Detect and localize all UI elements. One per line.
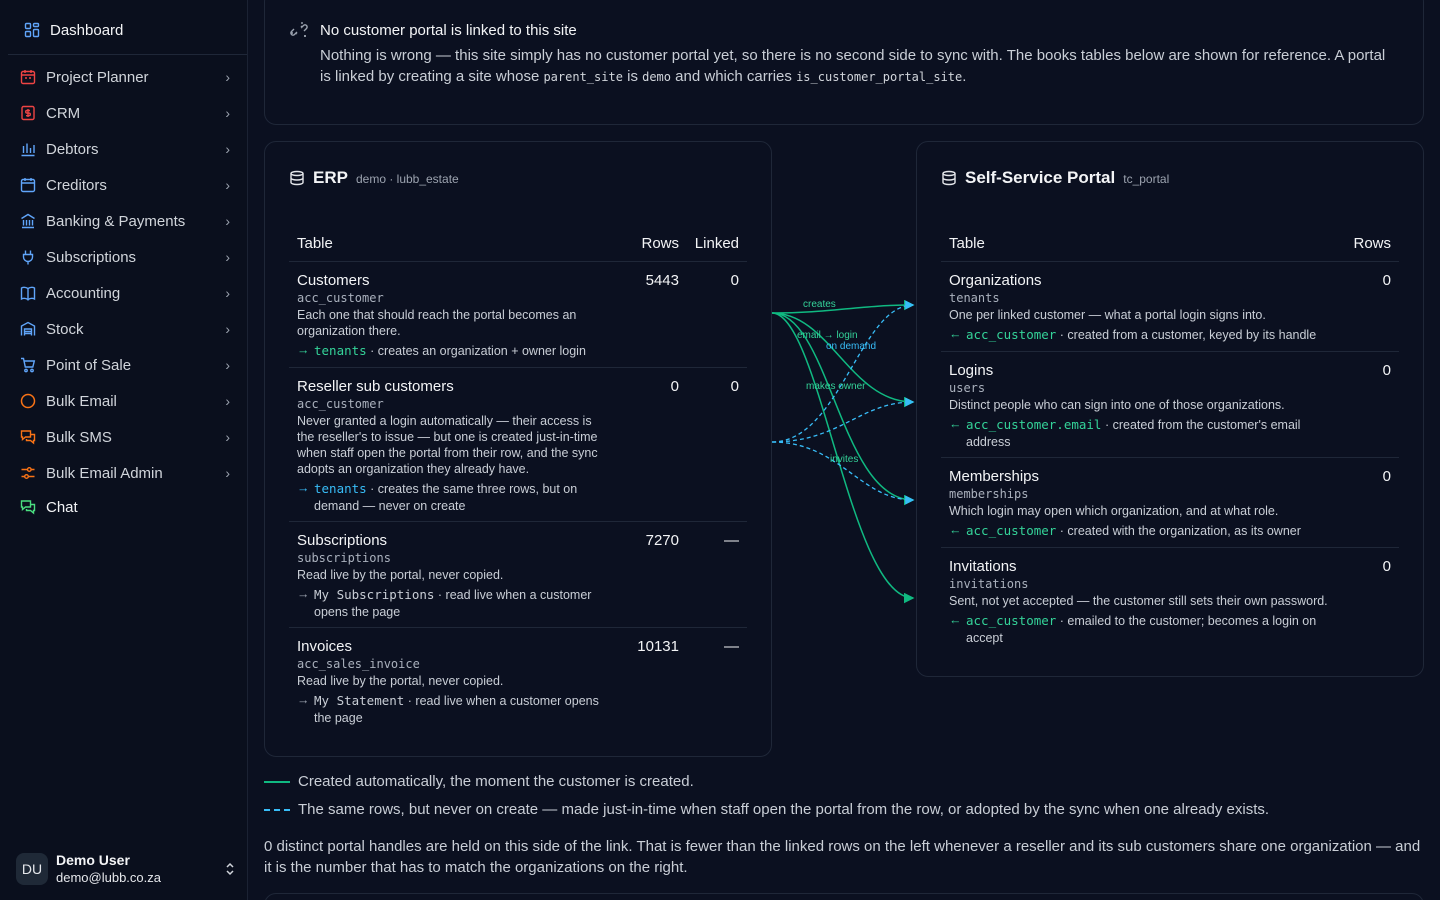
row-description-line: when staff open the portal from their row, and the sync	[297, 446, 598, 460]
row-link-text: opens the page	[314, 605, 401, 619]
chevron-right-icon: ›	[225, 105, 230, 121]
row-link	[949, 326, 1316, 344]
row-link	[297, 480, 577, 515]
sidebar-item-debtors[interactable]	[8, 131, 240, 167]
row-name: Invoices	[297, 638, 353, 655]
row-link-code: My Subscriptions	[314, 587, 435, 602]
calendar-icon	[20, 177, 36, 193]
chevron-right-icon: ›	[225, 465, 230, 481]
row-name: Subscriptions	[297, 532, 388, 549]
sidebar-item-creditors[interactable]	[8, 167, 240, 203]
row-link	[949, 416, 1300, 451]
row-linked: —	[724, 532, 739, 549]
row-link-code: acc_customer	[966, 523, 1057, 538]
notice-text-part: and which carries	[671, 68, 797, 85]
row-description-line: organization there.	[297, 324, 401, 338]
chevron-right-icon: ›	[225, 213, 230, 229]
sidebar-item-label: Creditors	[46, 176, 107, 194]
table-row	[941, 548, 1399, 654]
sidebar-item-label: CRM	[46, 104, 81, 122]
sidebar-item-label: Point of Sale	[46, 356, 132, 374]
sidebar-item-label: Bulk Email	[46, 392, 117, 410]
flow-label-makes-owner: makes owner	[806, 381, 866, 392]
legend-demand-text: The same rows, but never on create — made just-in-time when staff open the portal from the row, or adopted by the sync when one already exists.	[298, 801, 1270, 818]
notice-code: demo	[642, 70, 672, 84]
row-link-code: My Statement	[314, 693, 405, 708]
notice-text-part: Nothing is wrong — this site simply has no customer portal yet, so there is no second side to sync with. The books tables below are shown for reference. A portal is linked by creating a site whose	[320, 47, 1386, 85]
sidebar-item-project-planner[interactable]	[8, 59, 240, 95]
chat-icon	[20, 499, 36, 515]
row-count: 0	[670, 378, 679, 395]
sidebar-divider	[8, 54, 247, 55]
sidebar-item-bulk-email-admin[interactable]	[8, 455, 240, 491]
row-link-code: tenants	[314, 481, 367, 496]
notice-text-part: .	[962, 68, 967, 85]
row-description: Which login may open which organization, and at what role.	[949, 504, 1279, 518]
sidebar-item-accounting[interactable]	[8, 275, 240, 311]
chevron-right-icon: ›	[225, 285, 230, 301]
column-header-rows: Rows	[641, 235, 679, 252]
circle-icon	[20, 393, 36, 409]
user-name: Demo User	[56, 852, 130, 868]
row-count: 7270	[645, 532, 679, 549]
row-linked: 0	[730, 272, 739, 289]
row-link-text: demand — never on create	[314, 499, 466, 513]
flow-label-email-login: email → login	[797, 330, 858, 341]
row-name: Reseller sub customers	[297, 378, 454, 395]
row-description: Distinct people who can sign into one of those organizations.	[949, 398, 1285, 412]
row-description-line: Never granted a login automatically — their access is	[297, 414, 592, 428]
column-header-table: Table	[949, 235, 985, 252]
row-count: 0	[1382, 362, 1391, 379]
table-row	[941, 458, 1399, 548]
row-link	[297, 692, 599, 727]
notice-text-part: is	[622, 68, 643, 85]
row-link-text: accept	[966, 631, 1003, 645]
arrow-left-icon: ←	[949, 523, 962, 537]
row-name: Logins	[949, 362, 994, 379]
row-link	[297, 586, 591, 621]
row-link-code: acc_customer	[966, 327, 1057, 342]
row-link-text: · emailed to the customer; becomes a login on	[1056, 614, 1317, 628]
chevron-right-icon: ›	[225, 177, 230, 193]
sidebar-item-label: Banking & Payments	[46, 212, 186, 230]
flow-label-on-demand: on demand	[826, 341, 877, 352]
book-icon	[20, 285, 36, 301]
legend-dashed-line	[264, 809, 290, 811]
row-code: acc_sales_invoice	[297, 657, 420, 671]
row-link	[949, 612, 1316, 647]
row-description: Sent, not yet accepted — the customer still sets their own password.	[949, 594, 1328, 608]
erp-card	[264, 141, 772, 757]
row-link-text: address	[966, 435, 1011, 449]
row-linked: 0	[730, 378, 739, 395]
arrow-right-icon: →	[297, 693, 310, 707]
avatar: DU	[16, 853, 48, 885]
arrow-right-icon: →	[297, 587, 310, 601]
notice-code: parent_site	[543, 70, 623, 84]
cart-icon	[20, 357, 36, 373]
no-portal-notice	[264, 0, 1424, 125]
sidebar-item-label: Accounting	[46, 284, 121, 302]
row-link-text: · read live when a customer	[434, 588, 592, 602]
row-link-text: · created with the organization, as its owner	[1056, 524, 1301, 538]
row-link-text: · creates the same three rows, but on	[366, 482, 578, 496]
portal-card	[916, 141, 1424, 677]
table-row	[941, 262, 1399, 352]
chevron-right-icon: ›	[225, 393, 230, 409]
row-link	[949, 522, 1301, 540]
arrow-left-icon: ←	[949, 417, 962, 431]
arrow-left-icon: ←	[949, 327, 962, 341]
column-header-table: Table	[297, 235, 333, 252]
row-description-line: Read live by the portal, never copied.	[297, 674, 504, 688]
row-code: memberships	[949, 487, 1029, 501]
row-code: users	[949, 381, 986, 395]
row-description: One per linked customer — what a portal login signs into.	[949, 308, 1266, 322]
sidebar-item-dashboard[interactable]	[8, 12, 240, 48]
row-name: Organizations	[949, 272, 1042, 289]
sidebar	[0, 0, 248, 900]
bar-chart-icon	[20, 141, 36, 157]
erp-subtitle: demo · lubb_estate	[355, 172, 459, 186]
row-name: Customers	[297, 272, 370, 289]
row-description-line: the reseller's to issue — but one is created just-in-time	[297, 430, 598, 444]
portal-title: Self-Service Portal	[965, 168, 1116, 187]
sidebar-item-stock[interactable]	[8, 311, 240, 347]
calendar-icon	[20, 69, 36, 85]
database-icon	[289, 170, 305, 186]
sidebar-item-label: Debtors	[46, 140, 99, 158]
row-link-text: · created from the customer's email	[1101, 418, 1301, 432]
legend-demand	[264, 801, 1269, 818]
sidebar-item-bulk-email[interactable]	[8, 383, 240, 419]
chevron-right-icon: ›	[225, 321, 230, 337]
arrow-right-icon: →	[297, 343, 310, 357]
erp-title: ERP	[313, 168, 348, 187]
row-description-line: Each one that should reach the portal becomes an	[297, 308, 577, 322]
row-code: acc_customer	[297, 397, 384, 411]
legend-solid-line	[264, 781, 290, 783]
notice-code: is_customer_portal_site	[796, 70, 963, 84]
warehouse-icon	[20, 321, 36, 337]
row-name: Memberships	[949, 468, 1040, 485]
sidebar-item-label: Subscriptions	[46, 248, 137, 266]
legend-auto	[264, 773, 694, 790]
sidebar-item-bulk-sms[interactable]	[8, 419, 240, 455]
sidebar-item-label: Stock	[46, 320, 84, 338]
sidebar-item-label: Bulk SMS	[46, 428, 112, 446]
table-row	[289, 522, 747, 628]
flow-label-invites: invites	[830, 454, 859, 465]
sidebar-item-chat[interactable]	[8, 491, 240, 523]
sidebar-item-subscriptions[interactable]	[8, 239, 240, 275]
row-name: Invitations	[949, 558, 1017, 575]
arrow-right-icon: →	[297, 481, 310, 495]
flow-demand-memberships-line	[772, 442, 913, 500]
row-link-code: acc_customer.email	[966, 417, 1102, 432]
column-header-linked: Linked	[694, 235, 739, 252]
column-header-rows: Rows	[1353, 235, 1391, 252]
row-description	[297, 307, 576, 339]
portal-subtitle: tc_portal	[1123, 172, 1170, 186]
row-link-text: · read live when a customer opens	[404, 694, 599, 708]
row-link	[297, 342, 586, 360]
notice-title: No customer portal is linked to this site	[320, 22, 577, 39]
user-menu[interactable]	[16, 850, 242, 888]
sidebar-item-label: Chat	[46, 498, 78, 516]
row-code: tenants	[949, 291, 1000, 305]
table-row	[289, 628, 747, 734]
row-link-text: the page	[314, 711, 363, 725]
row-count: 0	[1382, 272, 1391, 289]
chevron-right-icon: ›	[225, 357, 230, 373]
handles-footnote: 0 distinct portal handles are held on this side of the link. That is fewer than the linked rows on the left whenever a reseller and its sub customers share one organization — and it is the number that has to match the organizations on the right.	[264, 838, 1421, 876]
sidebar-item-label: Dashboard	[50, 21, 124, 39]
row-count: 5443	[645, 272, 679, 289]
flow-label-creates: creates	[803, 299, 836, 310]
sidebar-item-banking-payments[interactable]	[8, 203, 240, 239]
row-count: 0	[1382, 558, 1391, 575]
row-linked: —	[724, 638, 739, 655]
dashboard-icon	[24, 22, 40, 38]
arrow-left-icon: ←	[949, 613, 962, 627]
row-count: 0	[1382, 468, 1391, 485]
chevron-right-icon: ›	[225, 429, 230, 445]
erp-table-header	[289, 226, 747, 262]
chat-icon	[20, 429, 36, 445]
user-email: demo@lubb.co.za	[56, 870, 161, 885]
chevron-up-down-icon[interactable]	[224, 862, 236, 876]
table-row	[289, 368, 747, 522]
row-link-text: · creates an organization + owner login	[366, 344, 586, 358]
portal-table-header	[941, 226, 1399, 262]
row-description	[297, 413, 598, 477]
unlink-icon	[290, 21, 308, 39]
row-description	[297, 567, 503, 583]
notice-text	[320, 45, 1400, 88]
table-row	[941, 352, 1399, 458]
row-count: 10131	[637, 638, 679, 655]
flow-creates-line	[772, 305, 913, 313]
plug-icon	[20, 249, 36, 265]
row-link-code: acc_customer	[966, 613, 1057, 628]
sync-flow-diagram	[770, 290, 920, 610]
sliders-icon	[20, 465, 36, 481]
database-icon	[941, 170, 957, 186]
sidebar-item-point-of-sale[interactable]	[8, 347, 240, 383]
row-description-line: Read live by the portal, never copied.	[297, 568, 504, 582]
row-link-text: · created from a customer, keyed by its handle	[1056, 328, 1317, 342]
table-row	[289, 262, 747, 368]
chevron-right-icon: ›	[225, 249, 230, 265]
sidebar-item-label: Project Planner	[46, 68, 149, 86]
next-card	[264, 893, 1424, 900]
row-code: invitations	[949, 577, 1029, 591]
row-description-line: adopts an organization they already have.	[297, 462, 530, 476]
bank-icon	[20, 213, 36, 229]
chevron-right-icon: ›	[225, 141, 230, 157]
sidebar-menu	[8, 59, 240, 523]
row-code: subscriptions	[297, 551, 391, 565]
legend-auto-text: Created automatically, the moment the customer is created.	[298, 773, 694, 790]
row-code: acc_customer	[297, 291, 384, 305]
sidebar-item-crm[interactable]	[8, 95, 240, 131]
dollar-icon	[20, 105, 36, 121]
sidebar-item-label: Bulk Email Admin	[46, 464, 163, 482]
row-description	[297, 673, 503, 689]
chevron-right-icon: ›	[225, 69, 230, 85]
row-link-code: tenants	[314, 343, 367, 358]
